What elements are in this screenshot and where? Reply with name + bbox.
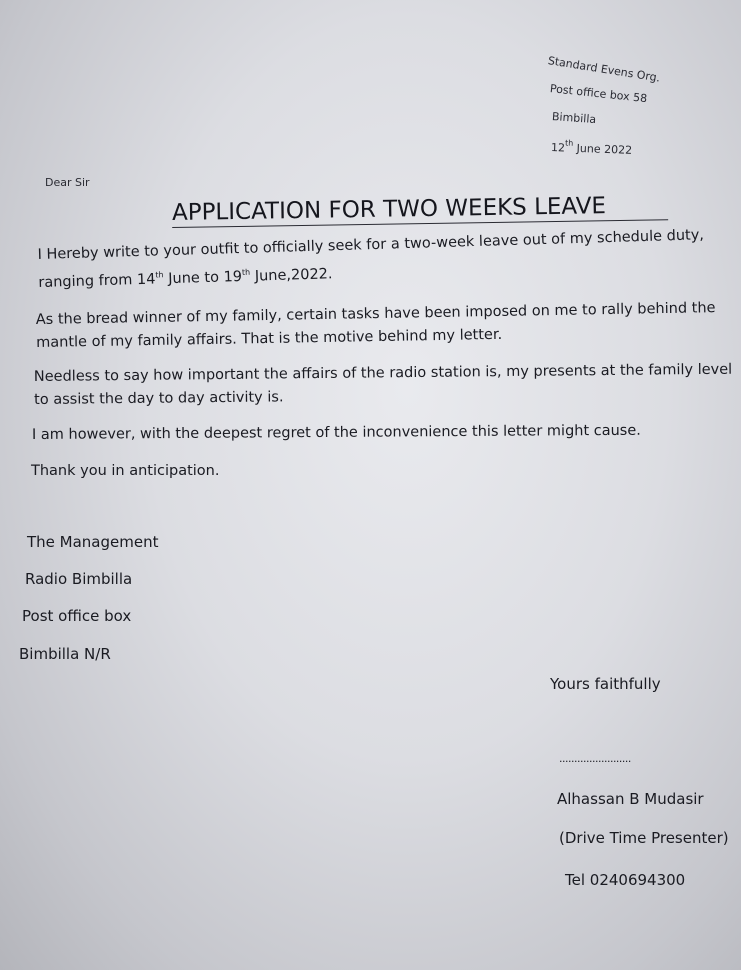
valediction: Yours faithfully	[550, 675, 661, 693]
paragraph-2	[36, 297, 717, 355]
signatory-name: Alhassan B Mudasir	[557, 790, 704, 808]
signatory-phone: Tel 0240694300	[565, 871, 686, 889]
letter-title: APPLICATION FOR TWO WEEKS LEAVE	[172, 192, 668, 228]
paragraph-4: I am however, with the deepest regret of the inconvenience this letter might cause.	[31, 422, 641, 443]
signature-line: ........................	[559, 752, 631, 765]
paragraph-1-line-2: ranging from 14th June to 19th June,2022.	[38, 266, 333, 291]
paragraph-1	[37, 224, 705, 295]
salutation: Dear Sir	[45, 176, 90, 189]
recipient-line-3: Post office box	[22, 607, 132, 625]
paragraph-3-line-1: Needless to say how important the affairs of the radio station is, my presents at the family level	[33, 361, 733, 386]
paragraph-1-line-1: I Hereby write to your outfit to officially seek for a two-week leave out of my schedule duty,	[37, 227, 705, 264]
letter-date: 12th June 2022	[550, 138, 633, 157]
recipient-line-1: The Management	[27, 533, 159, 551]
recipient-line-4: Bimbilla N/R	[19, 645, 111, 663]
paragraph-5: Thank you in anticipation.	[31, 463, 220, 479]
recipient-line-2: Radio Bimbilla	[25, 570, 133, 588]
sender-po-box: Post office box 58	[549, 82, 648, 106]
paragraph-2-line-2: mantle of my family affairs. That is the motive behind my letter.	[36, 326, 503, 351]
paragraph-3-line-2: to assist the day to day activity is.	[34, 389, 284, 408]
paragraph-3	[34, 359, 733, 412]
paragraph-2-line-1: As the bread winner of my family, certain tasks have been imposed on me to rally behind the	[35, 300, 716, 329]
sender-org: Standard Evens Org.	[546, 54, 662, 85]
sender-town: Bimbilla	[551, 110, 597, 127]
signatory-role: (Drive Time Presenter)	[559, 829, 729, 847]
